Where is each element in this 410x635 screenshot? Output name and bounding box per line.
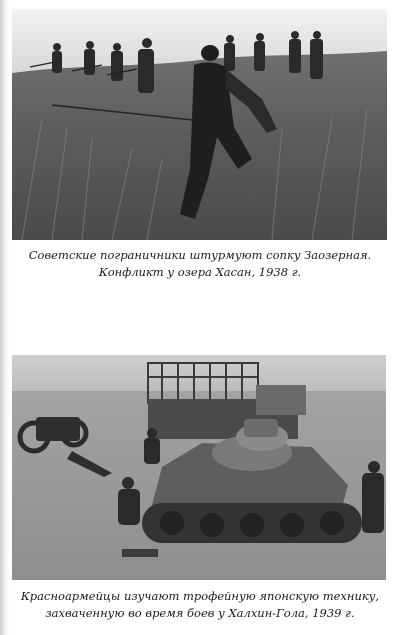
photo-2-caption-line-1: Красноармейцы изучают трофейную японскую технику, [20,589,380,603]
photo-1-caption [20,247,380,281]
photo-1-caption-line-2: Конфликт у озера Хасан, 1938 г. [98,265,302,279]
photo-2-caption [20,588,380,622]
photo-soldiers-storming-hill [12,9,387,240]
photo-1-image [12,9,387,240]
photo-1-caption-line-1: Советские пограничники штурмуют сопку Заозерная. [28,248,372,262]
photo-captured-japanese-tank [12,355,386,580]
photo-2-image [12,355,386,580]
page-gutter-shadow [0,0,10,635]
photo-2-caption-line-2: захваченную во время боев у Халхин-Гола, 1939 г. [45,606,355,620]
